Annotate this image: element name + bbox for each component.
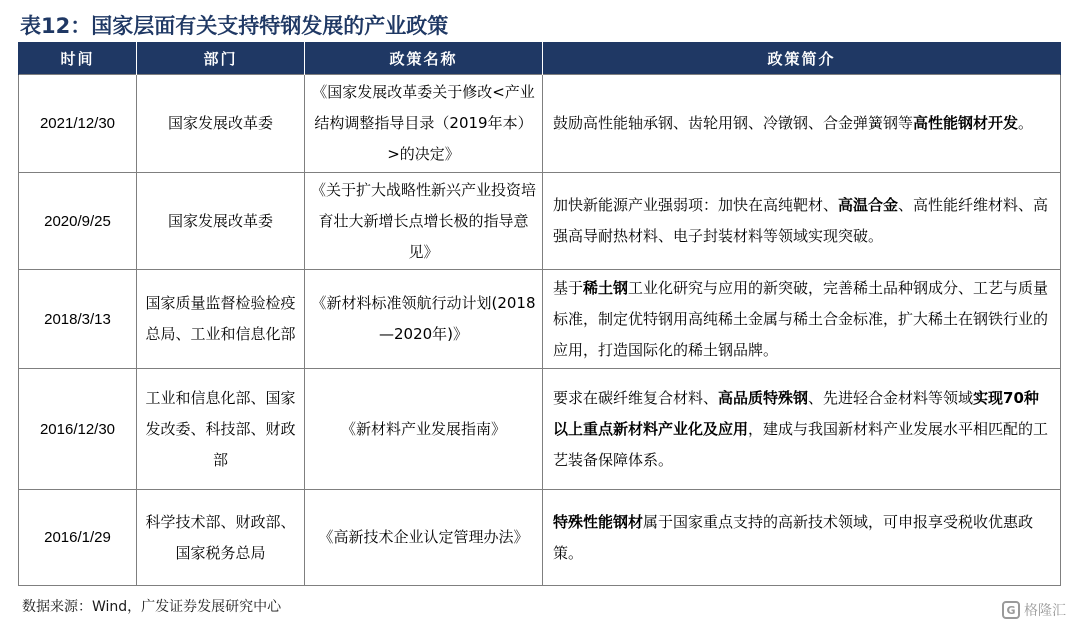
cell-date: 2016/1/29 — [19, 490, 137, 586]
cell-department: 科学技术部、财政部、国家税务总局 — [137, 490, 305, 586]
cell-policy-name: 《关于扩大战略性新兴产业投资培育壮大新增长点增长极的指导意见》 — [305, 173, 543, 270]
table-title: 表12：国家层面有关支持特钢发展的产业政策 — [20, 14, 449, 38]
header-policy-name: 政策名称 — [305, 42, 543, 75]
watermark — [1002, 600, 1066, 620]
watermark-logo-icon: G — [1002, 601, 1020, 619]
description-text: 工业化研究与应用的新突破，完善稀土品种钢成分、工艺与质量标准，制定优特钢用高纯稀土金属与稀土合金标准，扩大稀土在钢铁行业的应用，打造国际化的稀土钢品牌。 — [553, 278, 1049, 359]
cell-date: 2018/3/13 — [19, 270, 137, 369]
highlight-text: 实现70种以上重点新材料产业化及应用 — [553, 388, 1039, 438]
cell-date: 2016/12/30 — [19, 369, 137, 490]
header-policy-desc: 政策简介 — [543, 42, 1061, 75]
highlight-text: 高温合金 — [838, 196, 899, 214]
cell-policy-description — [543, 490, 1061, 586]
header-date: 时间 — [19, 42, 137, 75]
highlight-text: 高性能钢材开发 — [913, 114, 1019, 132]
table-row — [19, 490, 1061, 586]
cell-department: 国家发展改革委 — [137, 173, 305, 270]
highlight-text: 特殊性能钢材 — [553, 512, 644, 531]
data-source-note: 数据来源：Wind，广发证券发展研究中心 — [22, 599, 282, 615]
cell-date: 2021/12/30 — [19, 75, 137, 173]
table-row — [19, 270, 1061, 369]
cell-department: 国家质量监督检验检疫总局、工业和信息化部 — [137, 270, 305, 369]
highlight-text: 稀土钢 — [583, 278, 629, 297]
description-text: 鼓励高性能轴承钢、齿轮用钢、冷镦钢、合金弹簧钢等 — [553, 114, 914, 132]
header-dept: 部门 — [137, 42, 305, 75]
cell-department: 工业和信息化部、国家发改委、科技部、财政部 — [137, 369, 305, 490]
cell-policy-name: 《新材料标准领航行动计划(2018—2020年)》 — [305, 270, 543, 369]
cell-policy-description — [543, 173, 1061, 270]
cell-policy-description — [543, 270, 1061, 369]
cell-department: 国家发展改革委 — [137, 75, 305, 173]
description-text: 、高性能纤维材料、高强高导耐热材料、电子封装材料等领域实现突破。 — [553, 196, 1049, 245]
cell-policy-description — [543, 369, 1061, 490]
description-text: 属于国家重点支持的高新技术领域，可申报享受税收优惠政策。 — [553, 512, 1034, 562]
table-header-row — [19, 42, 1061, 75]
cell-date: 2020/9/25 — [19, 173, 137, 270]
description-text: 、先进轻合金材料等领域 — [808, 388, 974, 407]
description-text: ，建成与我国新材料产业发展水平相匹配的工艺装备保障体系。 — [553, 419, 1049, 469]
description-text: 要求在碳纤维复合材料、 — [553, 388, 719, 407]
cell-policy-name: 《高新技术企业认定管理办法》 — [305, 490, 543, 586]
description-text: 加快新能源产业强弱项：加快在高纯靶材、 — [553, 196, 839, 214]
description-text: 。 — [1018, 114, 1034, 132]
watermark-text: 格隆汇 — [1024, 603, 1066, 619]
cell-policy-name: 《国家发展改革委关于修改<产业结构调整指导目录（2019年本）>的决定》 — [305, 75, 543, 173]
highlight-text: 高品质特殊钢 — [718, 388, 809, 407]
table-row — [19, 75, 1061, 173]
cell-policy-description — [543, 75, 1061, 173]
cell-policy-name: 《新材料产业发展指南》 — [305, 369, 543, 490]
description-text: 基于 — [553, 278, 584, 297]
table-row — [19, 173, 1061, 270]
table-row — [19, 369, 1061, 490]
policy-table — [18, 42, 1061, 586]
